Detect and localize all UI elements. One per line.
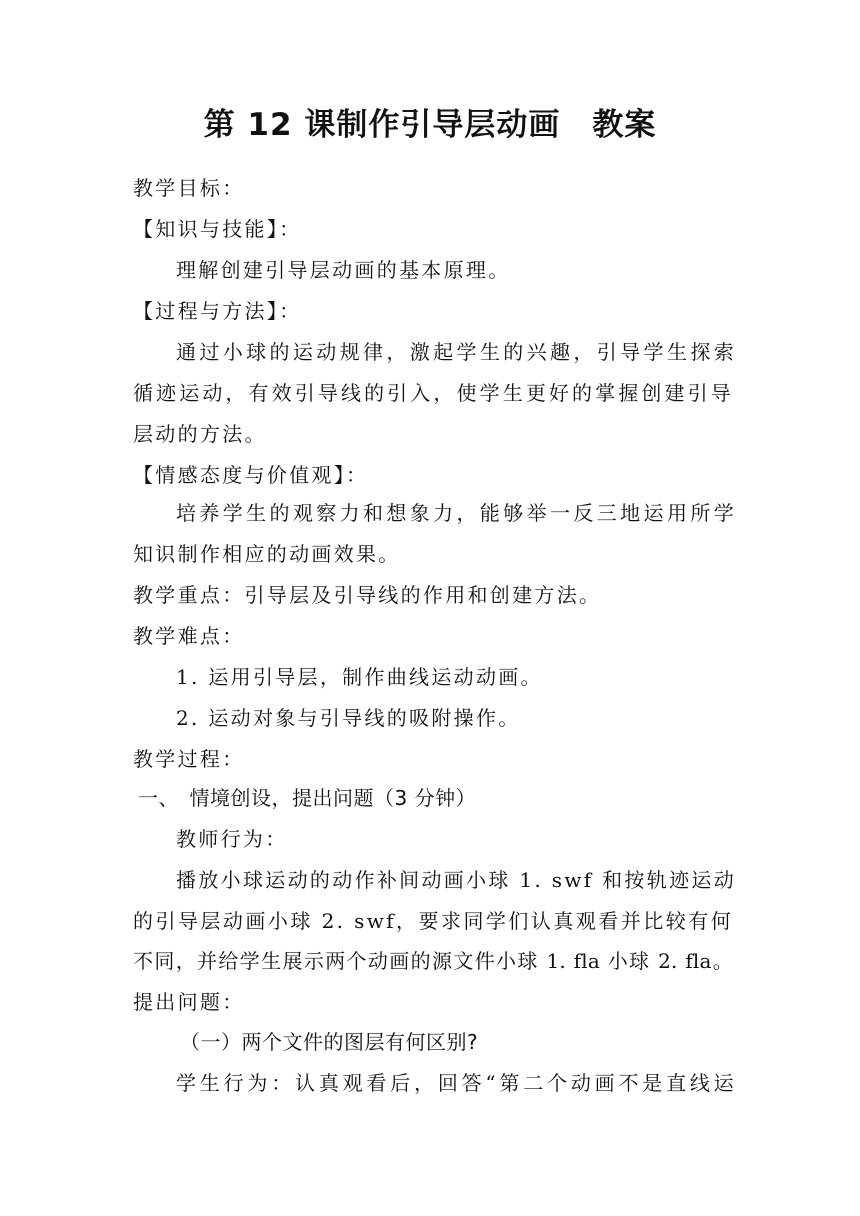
paragraph-line: 教师行为： — [176, 827, 288, 851]
section-label-teaching-goals: 教学目标： — [133, 176, 245, 200]
subsection-emotion-values: 【情感态度与价值观】： — [133, 463, 369, 487]
paragraph-line: 层动的方法。 — [133, 422, 267, 446]
paragraph-line: 理解创建引导层动画的基本原理。 — [176, 258, 511, 282]
list-item: 1. 运用引导层，制作曲线运动动画。 — [176, 665, 543, 689]
section-heading-1: 一、 情境创设，提出问题（3 分钟） — [138, 786, 477, 810]
paragraph-line: 培养学生的观察力和想象力，能够举一反三地运用所学 — [176, 501, 736, 525]
paragraph-line: 学生行为：认真观看后，回答“第二个动画不是直线运 — [176, 1071, 736, 1095]
paragraph-line: 播放小球运动的动作补间动画小球 1. swf 和按轨迹运动 — [176, 868, 736, 892]
question-heading: （一）两个文件的图层有何区别? — [180, 1030, 479, 1054]
paragraph-line: 循迹运动，有效引导线的引入，使学生更好的掌握创建引导 — [133, 381, 733, 405]
subsection-knowledge-skills: 【知识与技能】： — [133, 217, 302, 241]
key-points-line: 教学重点：引导层及引导线的作用和创建方法。 — [133, 583, 602, 607]
document-title: 第 12 课制作引导层动画 教案 — [203, 107, 657, 143]
paragraph-line: 的引导层动画小球 2. swf，要求同学们认真观看并比较有何 — [133, 909, 733, 933]
paragraph-line: 通过小球的运动规律，激起学生的兴趣，引导学生探索 — [176, 340, 736, 364]
paragraph-line: 知识制作相应的动画效果。 — [133, 542, 401, 566]
paragraph-line: 提出问题： — [133, 990, 245, 1014]
section-label-difficulties: 教学难点： — [133, 624, 245, 648]
list-item: 2. 运动对象与引导线的吸附操作。 — [176, 706, 521, 730]
paragraph-line: 不同，并给学生展示两个动画的源文件小球 1. fla 小球 2. fla。 — [133, 949, 733, 973]
section-label-teaching-process: 教学过程： — [133, 747, 245, 771]
subsection-process-methods: 【过程与方法】： — [133, 299, 302, 323]
